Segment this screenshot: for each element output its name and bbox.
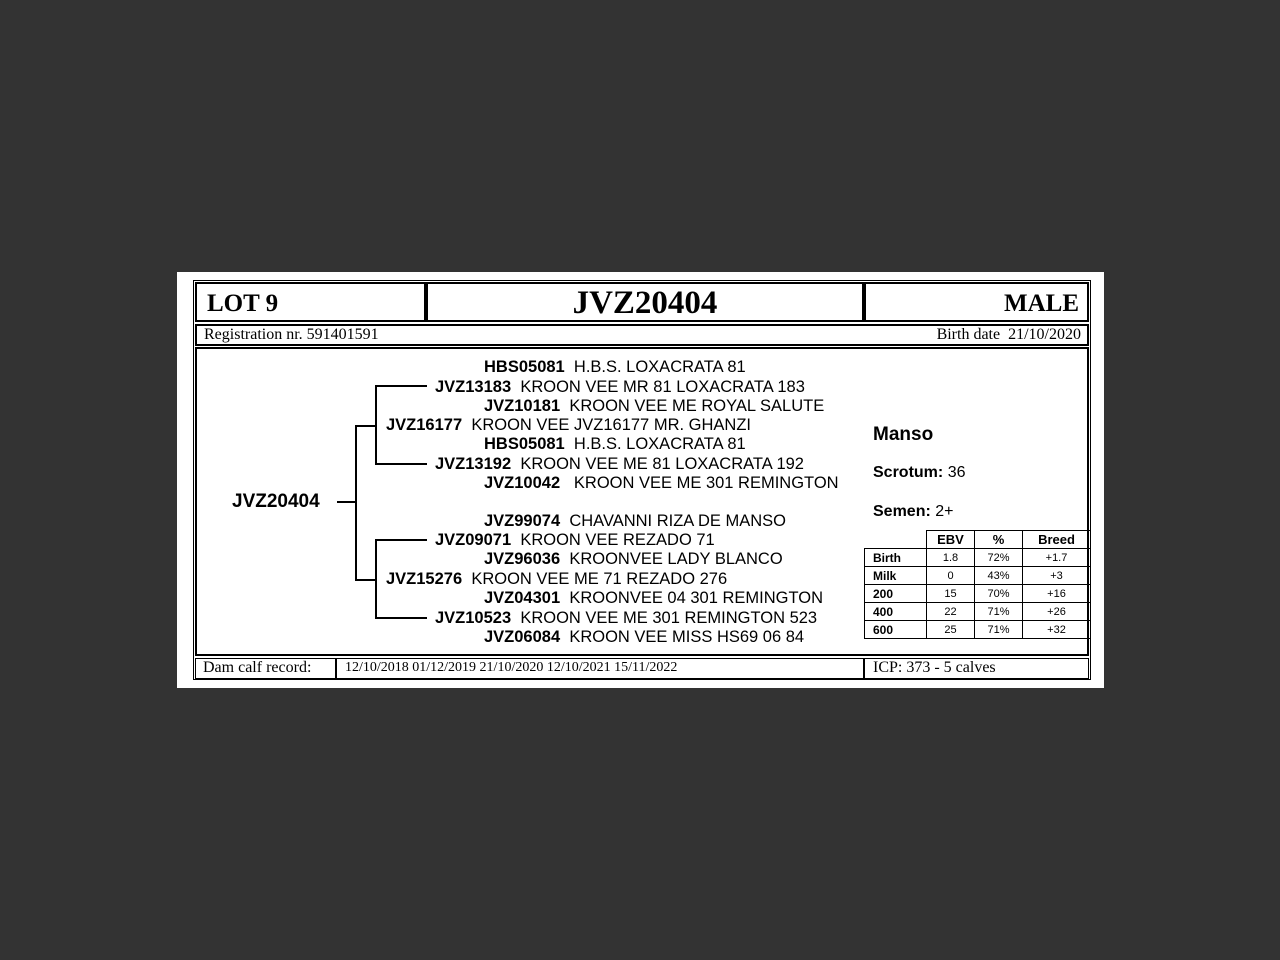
pedigree-entry	[484, 474, 839, 493]
pedigree-id: HBS05081	[484, 435, 565, 453]
ebv-value: 0	[927, 567, 975, 585]
ebv-trait: Birth	[865, 549, 927, 567]
colour: Manso	[873, 424, 934, 445]
tree-line	[375, 463, 427, 465]
pedigree-id: JVZ10042	[484, 474, 561, 492]
pedigree-entry	[484, 589, 823, 608]
tree-line	[355, 425, 376, 427]
registration	[204, 326, 379, 344]
pedigree-entry	[386, 570, 727, 589]
scrotum	[873, 464, 965, 482]
ebv-value: 1.8	[927, 549, 975, 567]
pedigree-entry	[435, 531, 715, 550]
animal-id: JVZ20404	[572, 285, 718, 321]
pedigree-name: KROON VEE MISS HS69 06 84	[569, 628, 805, 645]
ebv-header-row	[865, 531, 1091, 549]
ebv-row	[865, 549, 1091, 567]
ebv-table	[864, 530, 1091, 639]
pedigree-name: KROON VEE JVZ16177 MR. GHANZI	[471, 416, 751, 434]
icp-cell	[864, 658, 1089, 679]
ebv-breed: +1.7	[1023, 549, 1091, 567]
pedigree-name: H.B.S. LOXACRATA 81	[573, 358, 746, 376]
ebv-breed: +32	[1023, 621, 1091, 639]
icp: ICP: 373 - 5 calves	[873, 659, 996, 676]
pedigree-name: KROON VEE ME 71 REZADO 276	[471, 570, 728, 588]
pedigree-entry	[386, 416, 751, 435]
pedigree-entry	[435, 455, 804, 474]
ebv-accuracy: 70%	[975, 585, 1023, 603]
pedigree-entry	[435, 609, 817, 628]
birth-date	[937, 326, 1081, 344]
ebv-header: EBV	[927, 531, 975, 549]
pedigree-name: KROON VEE ME 301 REMINGTON 523	[520, 609, 818, 627]
pedigree-id: JVZ09071	[435, 531, 512, 549]
ebv-header-blank	[865, 531, 927, 549]
pedigree-entry	[484, 435, 746, 454]
pedigree-name: KROON VEE MR 81 LOXACRATA 183	[520, 378, 805, 396]
lot-number: LOT 9	[207, 290, 279, 317]
ebv-row	[865, 621, 1091, 639]
ebv-value: 25	[927, 621, 975, 639]
pedigree-entry	[484, 550, 783, 569]
scrotum-value: 36	[947, 464, 966, 481]
pedigree-id: JVZ13192	[435, 455, 512, 473]
ebv-accuracy: 71%	[975, 603, 1023, 621]
dam-calf-label: Dam calf record:	[203, 659, 312, 676]
animal-id-cell	[426, 282, 864, 322]
pedigree-id: JVZ16177	[386, 416, 463, 434]
pedigree-id: JVZ96036	[484, 550, 561, 568]
tree-line	[375, 539, 427, 541]
pedigree-id: JVZ10181	[484, 397, 561, 415]
registration-row	[195, 324, 1089, 346]
dam-calf-dates: 12/10/2018 01/12/2019 21/10/2020 12/10/2021 15/11/2022	[345, 660, 678, 675]
tree-line	[355, 579, 376, 581]
ebv-accuracy: 72%	[975, 549, 1023, 567]
pedigree-name: KROON VEE REZADO 71	[520, 531, 715, 549]
sex: MALE	[1004, 290, 1079, 317]
tree-line	[337, 501, 355, 503]
lot-cell	[195, 282, 426, 322]
tree-line	[355, 425, 357, 580]
pedigree-entry	[484, 397, 824, 416]
ebv-trait: 400	[865, 603, 927, 621]
pedigree-id: JVZ06084	[484, 628, 561, 645]
pedigree-entry	[484, 628, 804, 645]
pedigree-name: KROON VEE ME ROYAL SALUTE	[569, 397, 825, 415]
sex-cell	[864, 282, 1089, 322]
ebv-trait: 600	[865, 621, 927, 639]
pedigree-name: KROONVEE LADY BLANCO	[569, 550, 783, 568]
pedigree-id: JVZ15276	[386, 570, 463, 588]
ebv-breed: +26	[1023, 603, 1091, 621]
pedigree-id: JVZ13183	[435, 378, 512, 396]
pedigree-name: KROONVEE 04 301 REMINGTON	[569, 589, 824, 607]
pedigree-id: JVZ10523	[435, 609, 512, 627]
pedigree-id: HBS05081	[484, 358, 565, 376]
ebv-breed: +16	[1023, 585, 1091, 603]
ebv-breed: +3	[1023, 567, 1091, 585]
ebv-value: 15	[927, 585, 975, 603]
pedigree-id: JVZ04301	[484, 589, 561, 607]
semen-label: Semen:	[873, 503, 931, 520]
pedigree-id: JVZ99074	[484, 512, 561, 530]
ebv-row	[865, 585, 1091, 603]
ebv-row	[865, 603, 1091, 621]
pedigree-entry	[484, 512, 786, 531]
ebv-trait: Milk	[865, 567, 927, 585]
pedigree-entry	[435, 378, 805, 397]
registration-value: 591401591	[306, 326, 379, 343]
semen-value: 2+	[935, 503, 954, 520]
ebv-accuracy: 71%	[975, 621, 1023, 639]
ebv-header: %	[975, 531, 1023, 549]
ebv-accuracy: 43%	[975, 567, 1023, 585]
pedigree-name: H.B.S. LOXACRATA 81	[573, 435, 746, 453]
pedigree-animal: JVZ20404	[232, 491, 320, 512]
tree-line	[375, 385, 377, 464]
birth-date-value: 21/10/2020	[1008, 326, 1081, 343]
pedigree-entry	[484, 358, 746, 377]
tree-line	[375, 385, 427, 387]
birth-date-label: Birth date	[936, 326, 1001, 343]
pedigree-name: KROON VEE ME 301 REMINGTON	[573, 474, 839, 492]
scrotum-label: Scrotum:	[873, 464, 944, 481]
ebv-value: 22	[927, 603, 975, 621]
ebv-trait: 200	[865, 585, 927, 603]
pedigree-name: KROON VEE ME 81 LOXACRATA 192	[520, 455, 804, 473]
dam-calf-dates-cell	[336, 658, 864, 679]
ebv-row	[865, 567, 1091, 585]
semen	[873, 503, 954, 521]
tree-line	[375, 539, 377, 619]
pedigree-name: CHAVANNI RIZA DE MANSO	[569, 512, 786, 530]
tree-line	[375, 617, 427, 619]
registration-label: Registration nr.	[204, 326, 303, 343]
dam-calf-label-cell	[195, 658, 336, 679]
ebv-header: Breed	[1023, 531, 1091, 549]
